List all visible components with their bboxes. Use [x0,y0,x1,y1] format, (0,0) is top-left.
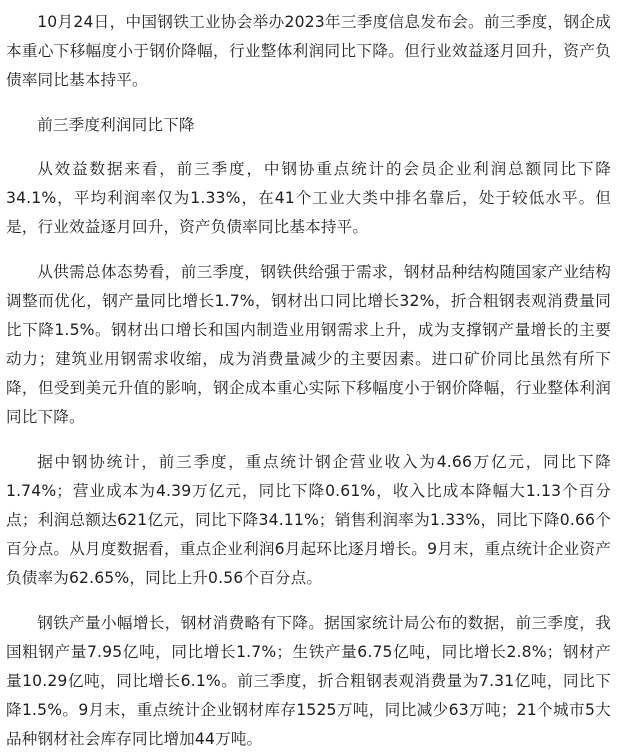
supply-demand-paragraph: 从供需总体态势看，前三季度，钢铁供给强于需求，钢材品种结构随国家产业结构调整而优化，钢产量同比增长1.7%，钢材出口同比增长32%，折合粗钢表观消费量同比下降1.5%。钢材出口增长和国内制造业用钢需求上升，成为支撑钢产量增长的主要动力；建筑业用钢需求收缩，成为消费量减少的主要因素。进口矿价同比虽然有所下降，但受到美元升值的影响，钢企成本重心实际下移幅度小于钢价降幅，行业整体利润同比下降。 [6,263,611,426]
section-heading: 前三季度利润同比下降 [37,116,195,134]
statistics-paragraph: 据中钢协统计，前三季度，重点统计钢企营业收入为4.66万亿元，同比下降1.74%；营业成本为4.39万亿元，同比下降0.61%，收入比成本降幅大1.13个百分点；利润总额达621亿元，同比下降34.11%；销售利润率为1.33%，同比下降0.66个百分点。从月度数据看，重点企业利润6月起环比逐月增长。9月末，重点统计企业资产负债率为62.65%，同比上升0.56个百分点。 [6,453,611,587]
profit-paragraph: 从效益数据来看，前三季度，中钢协重点统计的会员企业利润总额同比下降34.1%，平均利润率仅为1.33%，在41个工业大类中排名靠后，处于较低水平。但是，行业效益逐月回升，资产负债率同比基本持平。 [6,160,611,236]
output-paragraph: 钢铁产量小幅增长，钢材消费略有下降。据国家统计局公布的数据，前三季度，我国粗钢产量7.95亿吨，同比增长1.7%；生铁产量6.75亿吨，同比增长2.8%；钢材产量10.29亿吨，同比增长6.1%。前三季度，折合粗钢表观消费量为7.31亿吨，同比下降1.5%。9月末，重点统计企业钢材库存1525万吨，同比减少63万吨；21个城市5大品种钢材社会库存同比增加44万吨。 [6,614,611,748]
intro-paragraph: 10月24日，中国钢铁工业协会举办2023年三季度信息发布会。前三季度，钢企成本重心下移幅度小于钢价降幅，行业整体利润同比下降。但行业效益逐月回升，资产负债率同比基本持平。 [6,13,611,89]
